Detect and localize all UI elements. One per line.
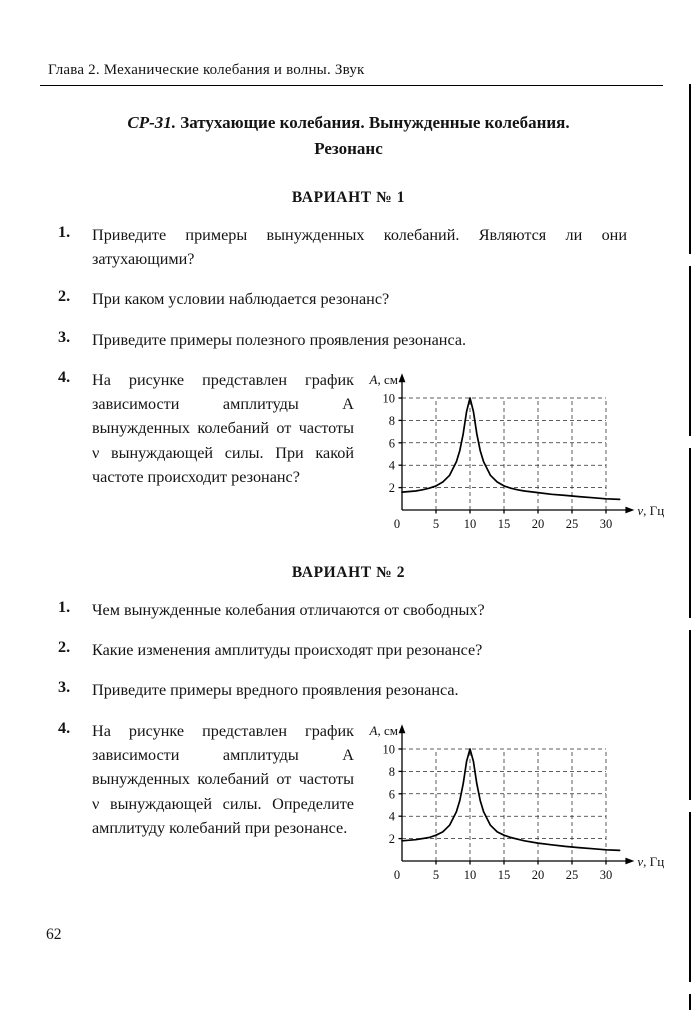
worksheet-code: СР-31. — [127, 113, 176, 132]
svg-text:10: 10 — [463, 867, 477, 882]
question-number: 3. — [58, 327, 71, 346]
svg-text:15: 15 — [497, 867, 511, 882]
question-number: 4. — [58, 367, 71, 386]
svg-text:5: 5 — [432, 516, 440, 531]
svg-text:25: 25 — [565, 867, 579, 882]
question-number: 1. — [58, 222, 71, 241]
question-row — [58, 718, 665, 895]
question-row — [58, 367, 665, 544]
question-text: На рисунке представлен график зависимости амплитуды А вынужденных колебаний от частоты ν вынуждающей силы. Определите амплитуду колебаний при резонансе. — [92, 721, 354, 837]
variant-2-heading: ВАРИАНТ № 2 — [291, 563, 406, 581]
question-number: 4. — [58, 718, 71, 737]
question-row — [58, 678, 627, 702]
svg-text:10: 10 — [382, 391, 395, 406]
worksheet-title-line1 — [40, 110, 657, 136]
question-text: Приведите примеры вынужденных колебаний. Являются ли они затухающими? — [92, 225, 627, 268]
svg-text:ν, Гц: ν, Гц — [637, 853, 665, 869]
svg-text:8: 8 — [388, 764, 395, 779]
question-number: 3. — [58, 678, 71, 697]
svg-text:ν, Гц: ν, Гц — [637, 502, 665, 518]
svg-text:25: 25 — [565, 516, 579, 531]
svg-text:2: 2 — [388, 480, 395, 495]
svg-text:30: 30 — [599, 867, 613, 882]
svg-text:20: 20 — [531, 867, 545, 882]
svg-text:4: 4 — [388, 458, 395, 473]
svg-text:30: 30 — [599, 516, 613, 531]
question-text: При каком условии наблюдается резонанс? — [92, 290, 390, 309]
svg-text:2: 2 — [388, 831, 395, 846]
question-text: На рисунке представлен график зависимости амплитуды А вынужденных колебаний от частоты ν вынуждающей силы. При какой частоте происходит резонанс? — [92, 370, 354, 487]
question-row — [58, 638, 627, 662]
page-number: 62 — [46, 926, 62, 943]
svg-text:8: 8 — [388, 413, 395, 428]
resonance-chart-variant-2 — [360, 713, 670, 895]
question-number: 2. — [58, 638, 71, 657]
question-row — [58, 598, 627, 622]
question-row — [58, 223, 627, 272]
svg-text:0: 0 — [393, 867, 401, 882]
chapter-divider — [40, 85, 663, 86]
svg-text:10: 10 — [382, 742, 395, 757]
svg-text:6: 6 — [388, 436, 395, 451]
svg-text:4: 4 — [388, 809, 395, 824]
svg-text:6: 6 — [388, 787, 395, 802]
svg-text:А, см: А, см — [369, 722, 398, 738]
question-text: Чем вынужденные колебания отличаются от свободных? — [92, 600, 485, 619]
question-row — [58, 287, 627, 311]
question-text: Приведите примеры полезного проявления резонанса. — [92, 330, 467, 349]
question-number: 2. — [58, 287, 71, 306]
question-text: Приведите примеры вредного проявления резонанса. — [92, 681, 459, 700]
svg-text:5: 5 — [432, 867, 440, 882]
chapter-header: Глава 2. Механические колебания и волны. Звук — [48, 62, 365, 78]
question-number: 1. — [58, 597, 71, 616]
question-text: Какие изменения амплитуды происходят при резонансе? — [92, 641, 483, 660]
worksheet-title-text: Затухающие колебания. Вынужденные колебания. — [180, 113, 570, 132]
svg-text:А, см: А, см — [369, 372, 398, 388]
binding-margin-line — [689, 84, 691, 1010]
worksheet-title — [40, 110, 657, 163]
svg-text:10: 10 — [463, 516, 477, 531]
resonance-chart-variant-1 — [360, 362, 670, 544]
svg-text:20: 20 — [531, 516, 545, 531]
question-row — [58, 328, 627, 352]
variant-1-heading: ВАРИАНТ № 1 — [291, 188, 406, 206]
svg-text:15: 15 — [497, 516, 511, 531]
worksheet-title-line2: Резонанс — [314, 139, 383, 159]
svg-text:0: 0 — [393, 516, 401, 531]
